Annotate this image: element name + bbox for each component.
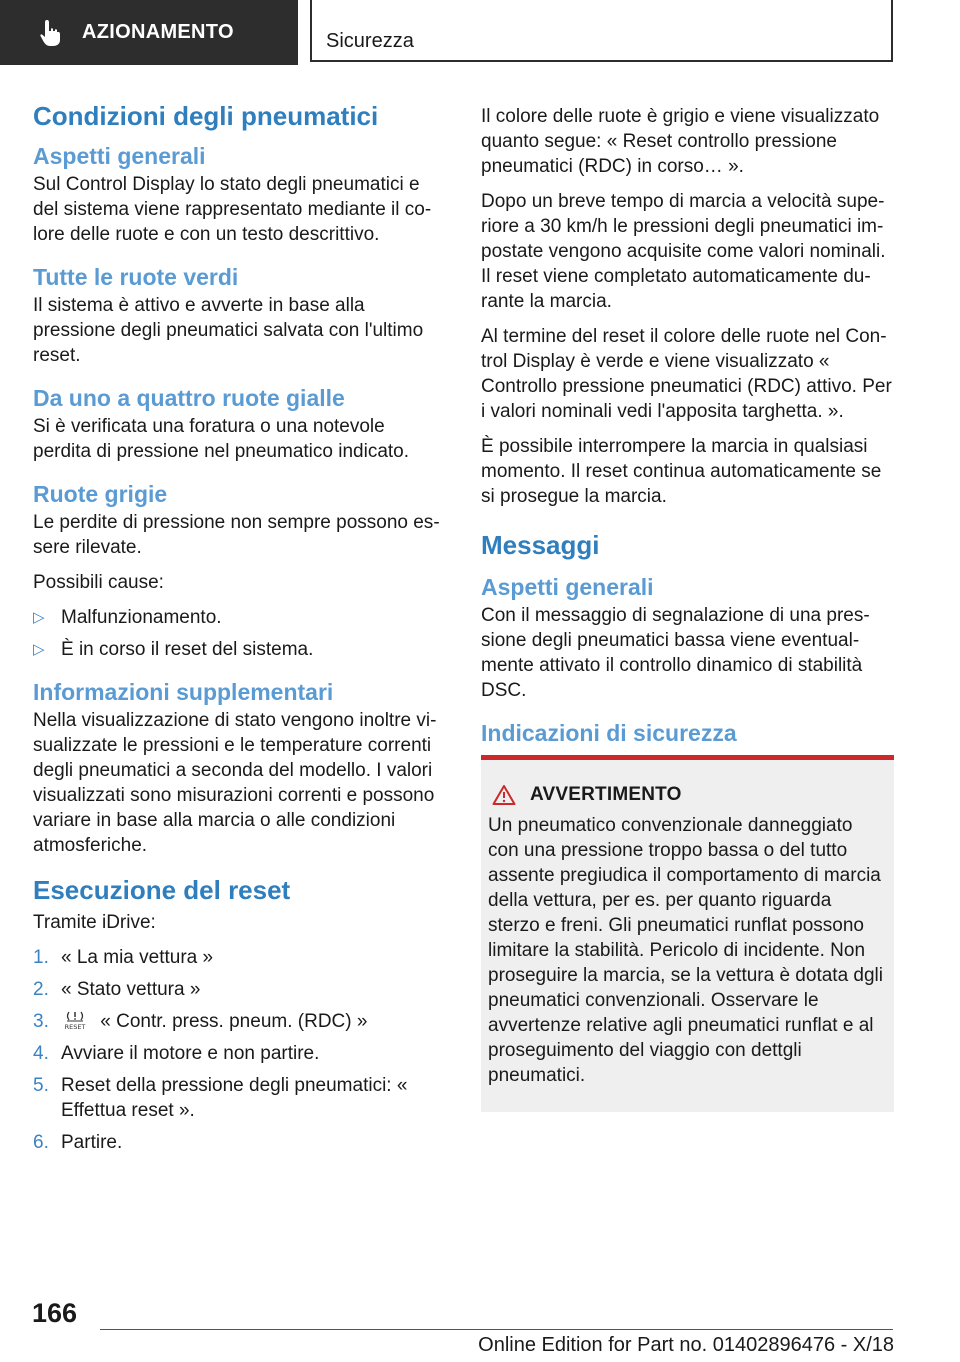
left-column bbox=[33, 100, 448, 1162]
green-wheels-text: Il sistema è attivo e avverte in base alla pressione degli pneumatici salvata con l'ultimo reset. bbox=[33, 295, 424, 366]
warning-box bbox=[481, 760, 894, 1112]
header-section-tab bbox=[0, 0, 298, 65]
header-chapter-tab bbox=[310, 0, 893, 62]
list-item bbox=[33, 1130, 448, 1155]
reset-title: Esecuzione del reset bbox=[33, 875, 291, 905]
step-text: « La mia vettura » bbox=[61, 947, 214, 968]
causes-list bbox=[33, 605, 448, 662]
yellow-wheels-heading: Da uno a quattro ruote gialle bbox=[33, 385, 345, 411]
safety-heading: Indicazioni di sicurezza bbox=[481, 720, 737, 746]
step-number: 1. bbox=[33, 947, 49, 968]
reset-continued-text: Al termine del reset il colore delle ruote nel Control Display è verde e viene visualizzato « Controllo pressione pneumatici (RDC) attivo. Per i valori nominali vedi l'apposita targhetta. ». bbox=[481, 326, 892, 422]
messages-title: Messaggi bbox=[481, 530, 600, 560]
info-text: Nella visualizzazione di stato vengono inoltre visualizzate le pressioni e le temperature correnti degli pneumatici a seconda del modello. I valori visualizzati sono misurazioni correnti e possono variare in base alla marcia o alle condizioni atmosferiche. bbox=[33, 710, 437, 856]
step-text: Reset della pressione degli pneumatici: « Effettua reset ». bbox=[61, 1075, 408, 1121]
step-text: Avviare il motore e non partire. bbox=[61, 1043, 320, 1064]
right-column bbox=[481, 104, 894, 1112]
cause-text: È in corso il reset del sistema. bbox=[61, 639, 314, 660]
reset-steps bbox=[33, 945, 448, 1155]
tire-conditions-title: Condizioni degli pneumatici bbox=[33, 101, 379, 131]
general-section bbox=[33, 142, 448, 247]
step-number: 4. bbox=[33, 1043, 49, 1064]
reset-continued-text: È possibile interrompere la marcia in qualsiasi momento. Il reset continua automaticamente se si prosegue la marcia. bbox=[481, 436, 882, 507]
footer-rule bbox=[100, 1329, 893, 1330]
cause-text: Malfunzionamento. bbox=[61, 607, 222, 628]
warning-title: AVVERTIMENTO bbox=[530, 784, 682, 805]
header-chapter-label: Sicurezza bbox=[326, 30, 414, 52]
reset-intro: Tramite iDrive: bbox=[33, 912, 156, 933]
triangle-bullet-icon: ▷ bbox=[33, 641, 45, 658]
triangle-bullet-icon: ▷ bbox=[33, 609, 45, 626]
step-text: « Contr. press. pneum. (RDC) » bbox=[100, 1011, 368, 1032]
warning-triangle-icon bbox=[492, 784, 516, 806]
reset-continued-text: Dopo un breve tempo di marcia a velocità superiore a 30 km/h le pressioni degli pneumatici impostate vengono acquisite come valori nominali. Il reset viene completato automaticamente durante la marcia. bbox=[481, 191, 886, 312]
step-text: Partire. bbox=[61, 1132, 123, 1153]
general-heading: Aspetti generali bbox=[33, 143, 206, 169]
step-number: 2. bbox=[33, 979, 49, 1000]
header-section-label: AZIONAMENTO bbox=[82, 21, 234, 43]
hand-pointer-icon bbox=[38, 18, 64, 48]
list-item bbox=[33, 1073, 448, 1123]
list-item bbox=[33, 1041, 448, 1066]
causes-label: Possibili cause: bbox=[33, 572, 164, 593]
rdc-reset-icon bbox=[63, 1010, 87, 1032]
list-item bbox=[33, 605, 448, 630]
general-text: Sul Control Display lo stato degli pneumatici e del sistema viene rappresentato mediante il colore delle ruote e con un testo descrittivo. bbox=[33, 174, 432, 245]
yellow-wheels-text: Si è verificata una foratura o una notevole perdita di pressione nel pneumatico indicato. bbox=[33, 416, 410, 462]
list-item bbox=[33, 945, 448, 970]
step-number: 3. bbox=[33, 1011, 49, 1032]
page-number: 166 bbox=[32, 1298, 78, 1328]
step-number: 5. bbox=[33, 1075, 49, 1096]
warning-text: Un pneumatico convenzionale danneggiato con una pressione troppo bassa o del tutto assente pregiudica il comportamento di marcia della vettura, per es. per quanto riguarda sterzo e freni. Gli pneumatici runflat possono limitare la stabilità. Pericolo di incidente. Non proseguire la marcia, se la vettura è dotata dgli pneumatici convenzionali. Osservare le avvertenze relative agli pneumatici runflat e al proseguimento del viaggio con dettgli pneumatici. bbox=[488, 815, 883, 1086]
grey-wheels-section bbox=[33, 480, 448, 662]
reset-continued-text: Il colore delle ruote è grigio e viene visualizzato quanto segue: « Reset controllo pressione pneumatici (RDC) in corso… ». bbox=[481, 106, 880, 177]
messages-general-section bbox=[481, 573, 894, 703]
reset-section bbox=[33, 874, 448, 1155]
messages-general-heading: Aspetti generali bbox=[481, 574, 654, 600]
svg-text:RESET: RESET bbox=[64, 1023, 86, 1031]
list-item bbox=[33, 637, 448, 662]
green-wheels-heading: Tutte le ruote verdi bbox=[33, 264, 239, 290]
list-item bbox=[33, 977, 448, 1002]
info-heading: Informazioni supplementari bbox=[33, 679, 334, 705]
grey-wheels-heading: Ruote grigie bbox=[33, 481, 168, 507]
messages-general-text: Con il messaggio di segnalazione di una pressione degli pneumatici bassa viene eventualmente attivato il controllo dinamico di stabilità DSC. bbox=[481, 605, 870, 701]
grey-wheels-text: Le perdite di pressione non sempre possono essere rilevate. bbox=[33, 512, 440, 558]
list-item bbox=[33, 1009, 448, 1034]
yellow-wheels-section bbox=[33, 384, 448, 464]
green-wheels-section bbox=[33, 263, 448, 368]
warning-header bbox=[488, 782, 887, 807]
step-text: « Stato vettura » bbox=[61, 979, 201, 1000]
footer-edition: Online Edition for Part no. 01402896476 - X/18 bbox=[478, 1334, 894, 1356]
step-number: 6. bbox=[33, 1132, 49, 1153]
info-section bbox=[33, 678, 448, 858]
